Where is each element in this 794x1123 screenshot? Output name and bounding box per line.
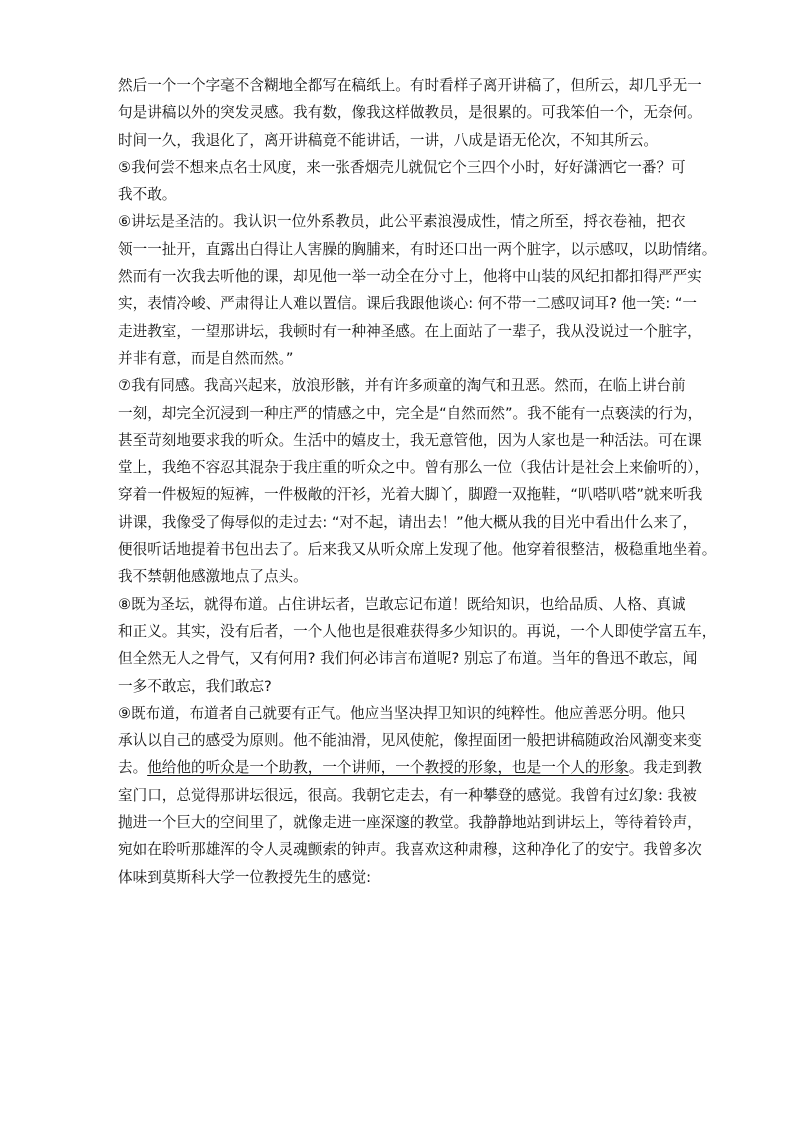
text-line: 承认以自己的感受为原则。他不能油滑，见风使舵，像捏面团一般把讲稿随政治风潮变来变 [118, 732, 702, 750]
text-line: 和正义。其实，没有后者，一个人他也是很难获得多少知识的。再说，一个人即使学富五车， [118, 622, 717, 640]
paragraph-6 [118, 208, 717, 372]
paragraph-7 [118, 372, 717, 590]
text-line: 穿着一件极短的短裤，一件极敞的汗衫，光着大脚丫，脚蹬一双拖鞋，“叭嗒叭嗒”就来听我 [118, 486, 703, 504]
underlined-sentence: 他给他的听众是一个助教，一个讲师，一个教授的形象，也是一个人的形象 [147, 759, 629, 777]
text-line: 实，表情冷峻、严肃得让人难以置信。课后我跟他谈心: 何不带一二感叹词耳? 他一笑: “一 [118, 295, 698, 313]
line-end: 。我走到教 [628, 759, 702, 777]
text-line: 并非有意，而是自然而然。” [118, 349, 294, 367]
text-line: 便很听话地提着书包出去了。后来我又从听众席上发现了他。他穿着很整洁，极稳重地坐着。 [118, 541, 717, 559]
line-start: 去。 [118, 759, 148, 777]
text-line: 走进教室，一望那讲坛，我顿时有一种神圣感。在上面站了一辈子，我从没说过一个脏字， [118, 322, 702, 340]
text-line: 室门口，总觉得那讲坛很远，很高。我朝它走去，有一种攀登的感觉。我曾有过幻象: 我被 [118, 786, 697, 804]
text-line: 宛如在聆听那雄浑的令人灵魂颤索的钟声。我喜欢这种肃穆，这种净化了的安宁。我曾多次 [118, 841, 702, 859]
text-line: 体味到莫斯科大学一位教授先生的感觉: [118, 868, 372, 886]
text-line: ⑥讲坛是圣洁的。我认识一位外系教员，此公平素浪漫成性，情之所至，捋衣卷袖，把衣 [118, 213, 686, 231]
paragraph-5 [118, 154, 686, 209]
paragraph-8 [118, 591, 717, 700]
text-line: 然后一个一个字毫不含糊地全都写在稿纸上。有时看样子离开讲稿了，但所云，却几乎无一 [118, 77, 702, 94]
text-line: 甚至苛刻地要求我的听众。生活中的嬉皮士，我无意管他，因为人家也是一种活法。可在课 [118, 431, 702, 449]
text-line: 但全然无人之骨气，又有何用? 我们何必讳言布道呢? 别忘了布道。当年的鲁迅不敢忘，闻 [118, 650, 698, 668]
text-line: 一刻，却完全沉浸到一种庄严的情感之中，完全是“自然而然”。我不能有一点亵渎的行为， [118, 404, 703, 422]
text-line: ⑧既为圣坛，就得布道。占住讲坛者，岂敢忘记布道！既给知识，也给品质、人格、真诚 [118, 595, 686, 613]
document-page [118, 72, 717, 891]
text-line: 时间一久，我退化了，离开讲稿竟不能讲话，一讲，八成是语无伦次，不知其所云。 [118, 131, 658, 149]
text-line: 然而有一次我去听他的课，却见他一举一动全在分寸上，他将中山装的风纪扣都扣得严严实 [118, 268, 702, 286]
text-line: 抛进一个巨大的空间里了，就像走进一座深邃的教堂。我静静地站到讲坛上，等待着铃声， [118, 814, 702, 832]
text-line: 我不禁朝他感激地点了点头。 [118, 568, 308, 586]
text-line: 一多不敢忘，我们敢忘? [118, 677, 272, 695]
text-line: ⑤我何尝不想来点名士风度，来一张香烟壳儿就侃它个三四个小时，好好潇洒它一番？可 [118, 158, 686, 176]
paragraph-4-continued [118, 72, 702, 154]
text-line: ⑨既布道，布道者自己就要有正气。他应当坚决捍卫知识的纯粹性。他应善恶分明。他只 [118, 704, 686, 722]
paragraph-9 [118, 700, 702, 891]
text-line: 我不敢。 [118, 186, 177, 204]
text-line-with-underline [118, 754, 702, 781]
text-line: 讲课，我像受了侮辱似的走过去: “对不起，请出去！”他大概从我的目光中看出什么来了， [118, 513, 698, 531]
text-line: 领一一扯开，直露出白得让人害臊的胸脯来，有时还口出一两个脏字，以示感叹，以助情绪。 [118, 240, 717, 258]
text-line: 堂上，我绝不容忍其混杂于我庄重的听众之中。曾有那么一位（我估计是社会上来偷听的）， [118, 459, 710, 477]
text-line: ⑦我有同感。我高兴起来，放浪形骸，并有许多顽童的淘气和丑恶。然而，在临上讲台前 [118, 377, 686, 395]
text-line: 句是讲稿以外的突发灵感。我有数，像我这样做教员，是很累的。可我笨伯一个，无奈何。 [118, 104, 702, 122]
